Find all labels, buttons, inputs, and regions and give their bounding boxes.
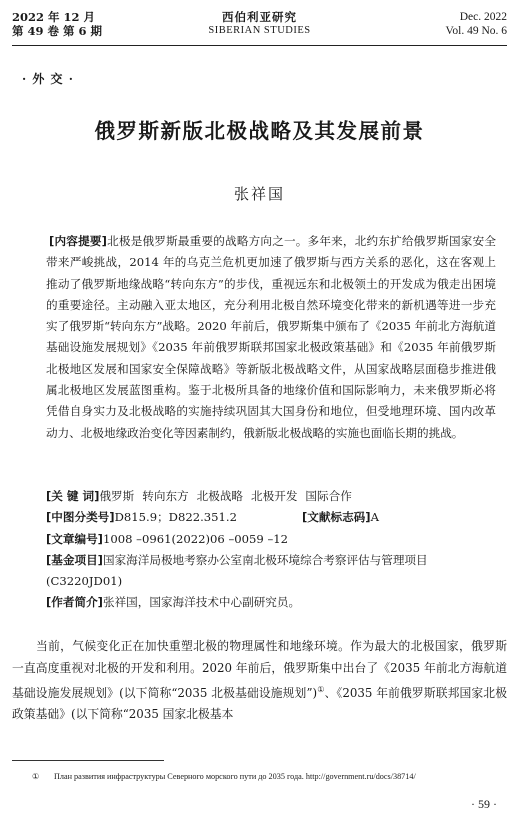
- article-metadata: [46, 486, 496, 614]
- author-bio-row: [46, 592, 496, 613]
- author-bio-label: [作者简介]: [46, 595, 103, 610]
- running-header: [12, 8, 507, 42]
- body-paragraph: 当前，气候变化正在加快重塑北极的物理属性和地缘环境。作为最大的北极国家，俄罗斯一直高度重视对北极的开发和利用。2020 年前后，俄罗斯集中出台了《2035 年前北方海航道基础设施发展规划》(以下简称“2035 北极基础设施规划”)①、《2035 年前俄罗斯联邦国家北极政策基础》(以下简称“2035 国家北极基本: [12, 639, 508, 722]
- footnote-text: План развития инфраструктуры Северного морского пути до 2035 года. http://government.ru/docs/38714/: [54, 772, 416, 781]
- volume-issue: 第 49 卷 第 6 期: [12, 24, 103, 38]
- classification-row: [46, 507, 496, 528]
- article-id-row: [46, 529, 496, 550]
- author-bio-value: 张祥国，国家海洋技术中心副研究员。: [102, 595, 301, 610]
- footnote-divider: [12, 760, 164, 761]
- document-code-label: [文献标志码]: [302, 510, 371, 525]
- footnote-reference[interactable]: ①: [317, 685, 325, 694]
- keywords-list: [99, 489, 359, 503]
- footnote: [32, 771, 509, 782]
- funding-label: [基金项目]: [46, 552, 103, 567]
- issue-date-en: Dec. 2022: [459, 11, 507, 23]
- article-id-label: [文章编号]: [46, 531, 103, 546]
- body-text: [12, 636, 507, 726]
- keyword: 北极开发: [251, 489, 298, 503]
- article-author: 张祥国: [233, 185, 285, 203]
- classification-value: D815.9；D822.351.2: [114, 510, 237, 525]
- footnote-mark: ①: [32, 772, 40, 781]
- document-code-value: A: [370, 510, 379, 525]
- abstract: [46, 231, 496, 444]
- funding-row: [46, 550, 496, 593]
- article-title: 俄罗斯新版北极战略及其发展前景: [94, 119, 425, 143]
- abstract-label: [内容提要]: [49, 234, 107, 248]
- keyword: 俄罗斯: [99, 489, 135, 503]
- issue-date: 2022 年 12 月: [12, 10, 96, 24]
- keyword: 北极战略: [196, 489, 244, 503]
- document-code: [302, 507, 379, 528]
- section-label: · 外 交 ·: [22, 72, 74, 86]
- keywords-label: [关 键 词]: [46, 489, 100, 503]
- keywords-row: [46, 486, 496, 507]
- abstract-text: 北极是俄罗斯最重要的战略方向之一。多年来，北约东扩给俄罗斯国家安全带来严峻挑战，2014 年的乌克兰危机更加速了俄罗斯与西方关系的恶化，这在客观上推动了俄罗斯地缘战略“转向东方”的步伐，重视远东和北极领土的开发成为俄走出困境的重要途径。主动融入亚太地区，充分利用北极自然环境变化带来的新机遇等进一步充实了俄罗斯“转向东方”战略。2020 年前后，俄罗斯集中颁布了《2035 年前北方海航道基础设施发展规划》《2035 年前俄罗斯联邦国家北极政策基础》和《2035 年前俄罗斯北极地区发展和国家安全保障战略》等新版北极战略文件，从国家战略层面稳步推进俄属北极地区发展蓝图重构。鉴于北极所具备的地缘价值和国际影响力，未来俄罗斯必将凭借自身实力及北极战略的实施持续巩固其大国身份和地位，但受地理环境、国内改革动力、北极地缘政治变化等因素制约，俄新版北极战略的实施也面临长期的挑战。: [46, 234, 496, 440]
- volume-issue-en: Vol. 49 No. 6: [445, 25, 507, 37]
- page-number: · 59 ·: [471, 797, 497, 811]
- article-id-value: 1008 –0961(2022)06 –0059 –12: [102, 531, 289, 546]
- header-divider: [12, 45, 507, 46]
- keyword: 转向东方: [142, 489, 189, 503]
- keyword: 国际合作: [305, 489, 352, 503]
- journal-name-cn: 西伯利亚研究: [222, 10, 297, 24]
- journal-name-en: SIBERIAN STUDIES: [208, 25, 311, 36]
- journal-name: [12, 10, 507, 38]
- classification-label: [中图分类号]: [46, 510, 115, 525]
- funding-value: 国家海洋局极地考察办公室南北极环境综合考察评估与管理项目(C3220JD01): [46, 552, 428, 589]
- issue-date-info-en: [446, 10, 507, 38]
